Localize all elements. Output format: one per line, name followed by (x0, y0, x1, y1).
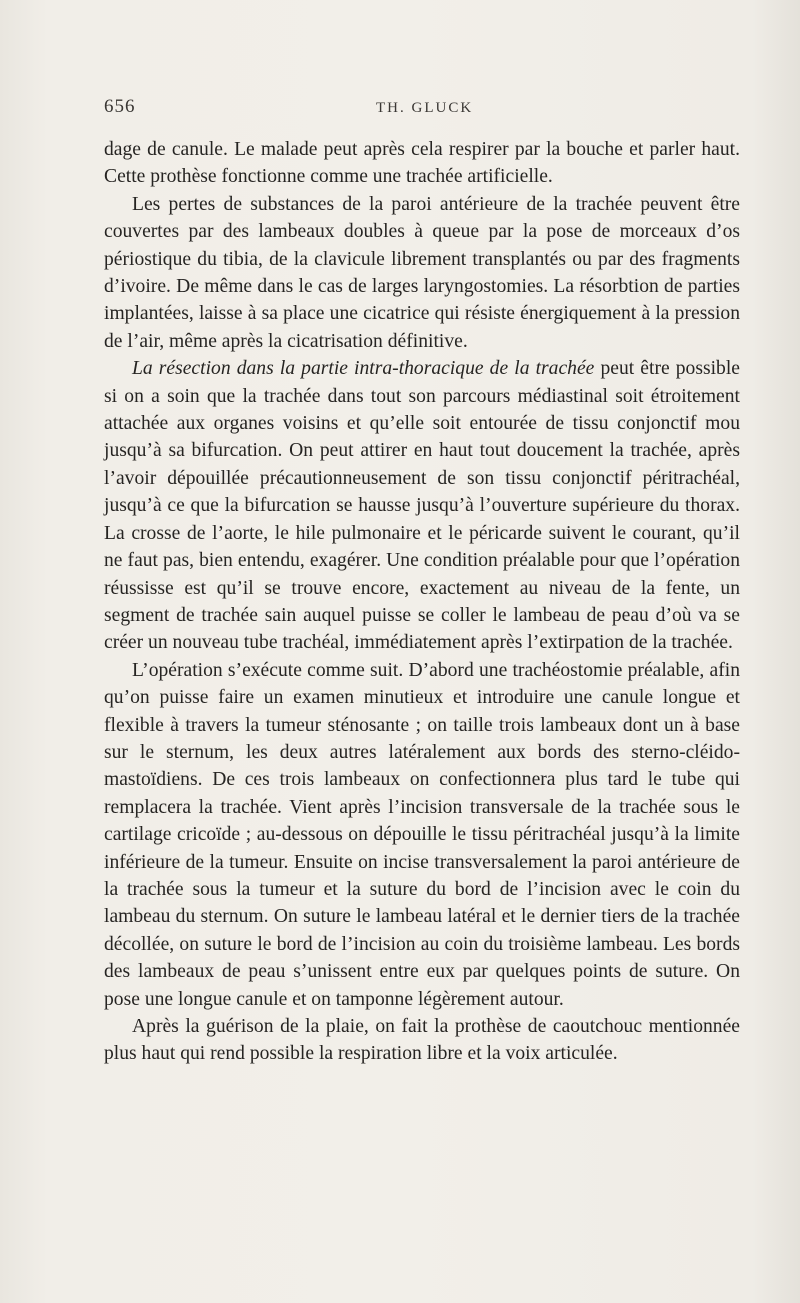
paragraph-text: Après la guérison de la plaie, on fait la prothèse de caoutchouc mentionnée plus haut qui rend possible la respiration libre et la voix articulée. (104, 1016, 740, 1065)
running-head: TH. GLUCK (376, 100, 474, 116)
paragraph-text: L’opération s’exécute comme suit. D’abord une trachéostomie préalable, afin qu’on puisse faire un examen minutieux et introduire une canule longue et flexible à travers la tumeur sténosante ; on taille trois lambeaux dont un à base sur le sternum, les deux autres latéralement aux bords des sterno-cléido-mastoïdiens. De ces trois lambeaux on confectionnera plus tard le tube qui remplacera la trachée. Vient après l’incision transversale de la trachée sous le cartilage cricoïde ; au-dessous on dépouille le tissu péritrachéal jusqu’à la limite inférieure de la tumeur. Ensuite on incise transversalement la paroi antérieure de la trachée sous la tumeur et la suture du bord de l’incision avec le coin du lambeau du sternum. On suture le lambeau latéral et le dernier tiers de la trachée décollée, on suture le bord de l’incision au coin du troisième lambeau. Les bords des lambeaux de peau s’unissent entre eux par quelques points de suture. On pose une longue canule et on tamponne légèrement autour. (104, 659, 740, 1010)
paragraph (104, 355, 740, 656)
page-number: 656 (104, 96, 136, 117)
paragraph (104, 657, 740, 1013)
paragraph-text: dage de canule. Le malade peut après cela respirer par la bouche et parler haut. Cette prothèse fonctionne comme une trachée artificielle. (104, 139, 740, 188)
paragraph (104, 1013, 740, 1068)
paragraph (104, 191, 740, 355)
paragraph-text: Les pertes de substances de la paroi antérieure de la trachée peuvent être couvertes par des lambeaux doubles à queue par la pose de morceaux d’os périostique du tibia, de la clavicule librement transplantés ou par des fragments d’ivoire. De même dans le cas de larges laryngostomies. La résorbtion de parties implantées, laisse à sa place une cicatrice qui résiste énergiquement à la pression de l’air, même après la cicatrisation définitive. (104, 193, 740, 352)
italic-section-heading: La résection dans la partie intra-thoracique de la trachée (132, 358, 595, 380)
paragraph-continuation (104, 136, 740, 191)
page-header (104, 96, 740, 126)
body-text (104, 136, 740, 1068)
paragraph-text: peut être possible si on a soin que la trachée dans tout son parcours médiastinal soit étroitement attachée aux organes voisins et qu’elle soit entourée de tissu conjonctif mou jusqu’à sa bifurcation. On peut attirer en haut tout doucement la trachée, après l’avoir dépouillée précautionneusement de son tissu conjonctif péritrachéal, jusqu’à ce que la bifurcation se hausse jusqu’à l’ouverture supérieure du thorax. La crosse de l’aorte, le hile pulmonaire et le péricarde suivent le courant, qu’il ne faut pas, bien entendu, exagérer. Une condition préalable pour que l’opération réussisse est qu’il se trouve encore, exactement au niveau de la fente, un segment de trachée sain auquel puisse se coller le lambeau de peau d’où va se créer un nouveau tube trachéal, immédiatement après l’extirpation de la trachée. (104, 358, 740, 654)
